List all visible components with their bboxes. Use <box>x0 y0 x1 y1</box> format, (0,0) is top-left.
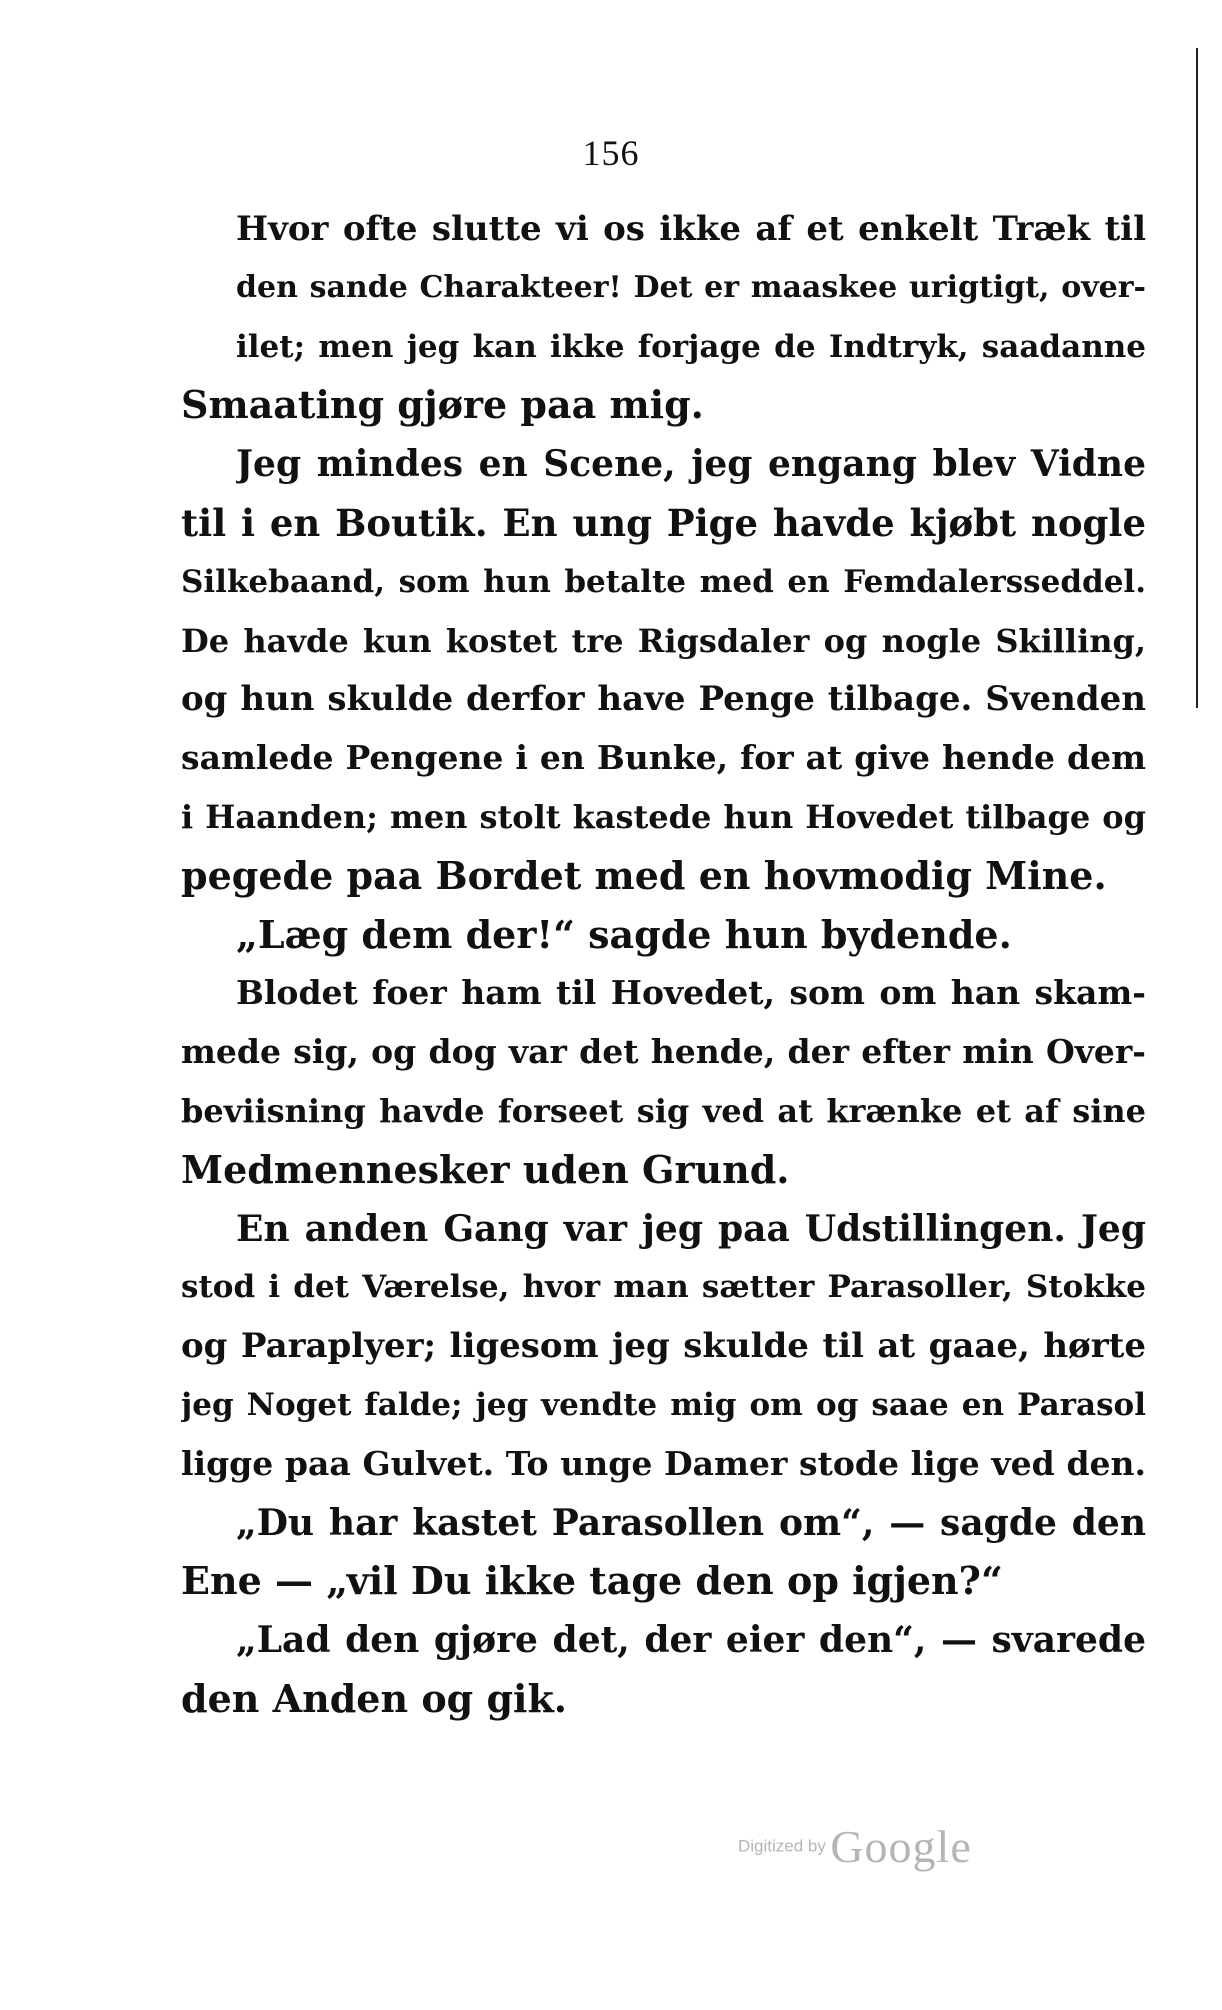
text-line: den Anden og gik. <box>181 1675 568 1721</box>
body-text <box>181 200 1146 1729</box>
text-line: Silkebaand, som hun betalte med en Femdalersseddel. <box>181 563 1146 600</box>
text-line: og Paraplyer; ligesom jeg skulde til at gaae, hørte <box>181 1326 1146 1367</box>
google-logo: Google <box>830 1821 972 1872</box>
text-line: den sande Charakteer! Det er maaskee urigtigt, over- <box>236 269 1146 305</box>
text-line: ligge paa Gulvet. To unge Damer stode lige ved den. <box>181 1443 1146 1483</box>
text-line: „Du har kastet Parasollen om“, — sagde den <box>236 1501 1146 1544</box>
watermark-prefix: Digitized by <box>738 1836 826 1856</box>
text-line: ilet; men jeg kan ikke forjage de Indtryk, saadanne <box>236 328 1146 365</box>
text-line: Smaating gjøre paa mig. <box>181 382 704 428</box>
text-line: i Haanden; men stolt kastede hun Hovedet tilbage og <box>181 797 1146 836</box>
text-line: til i en Boutik. En ung Pige havde kjøbt nogle <box>181 500 1146 545</box>
text-line: „Læg dem der!“ sagde hun bydende. <box>236 911 1012 957</box>
text-line: Medmennesker uden Grund. <box>181 1146 790 1192</box>
text-line: Hvor ofte slutte vi os ikke af et enkelt Træk til <box>236 209 1146 249</box>
digitized-by-google-watermark <box>738 1820 972 1873</box>
text-line: Jeg mindes en Scene, jeg engang blev Vidne <box>236 443 1146 486</box>
text-line: De havde kun kostet tre Rigsdaler og nogle Skilling, <box>181 621 1146 660</box>
text-line: stod i det Værelse, hvor man sætter Parasoller, Stokke <box>181 1269 1146 1306</box>
text-line: jeg Noget falde; jeg vendte mig om og saae en Parasol <box>181 1386 1146 1423</box>
text-line: samlede Pengene i en Bunke, for at give hende dem <box>181 738 1146 778</box>
text-line: pegede paa Bordet med en hovmodig Mine. <box>181 852 1107 898</box>
text-line: En anden Gang var jeg paa Udstillingen. Jeg <box>236 1207 1146 1250</box>
text-line: Ene — „vil Du ikke tage den op igjen?“ <box>181 1558 1003 1604</box>
text-line: „Lad den gjøre det, der eier den“, — svarede <box>236 1619 1146 1662</box>
text-line: og hun skulde derfor have Penge tilbage. Svenden <box>181 679 1146 720</box>
text-line: mede sig, og dog var det hende, der efter min Over- <box>181 1032 1146 1072</box>
text-line: Blodet foer ham til Hovedet, som om han skam- <box>236 973 1146 1013</box>
text-line: beviisning havde forseet sig ved at krænke et af sine <box>181 1091 1146 1130</box>
page-number: 156 <box>582 133 640 173</box>
